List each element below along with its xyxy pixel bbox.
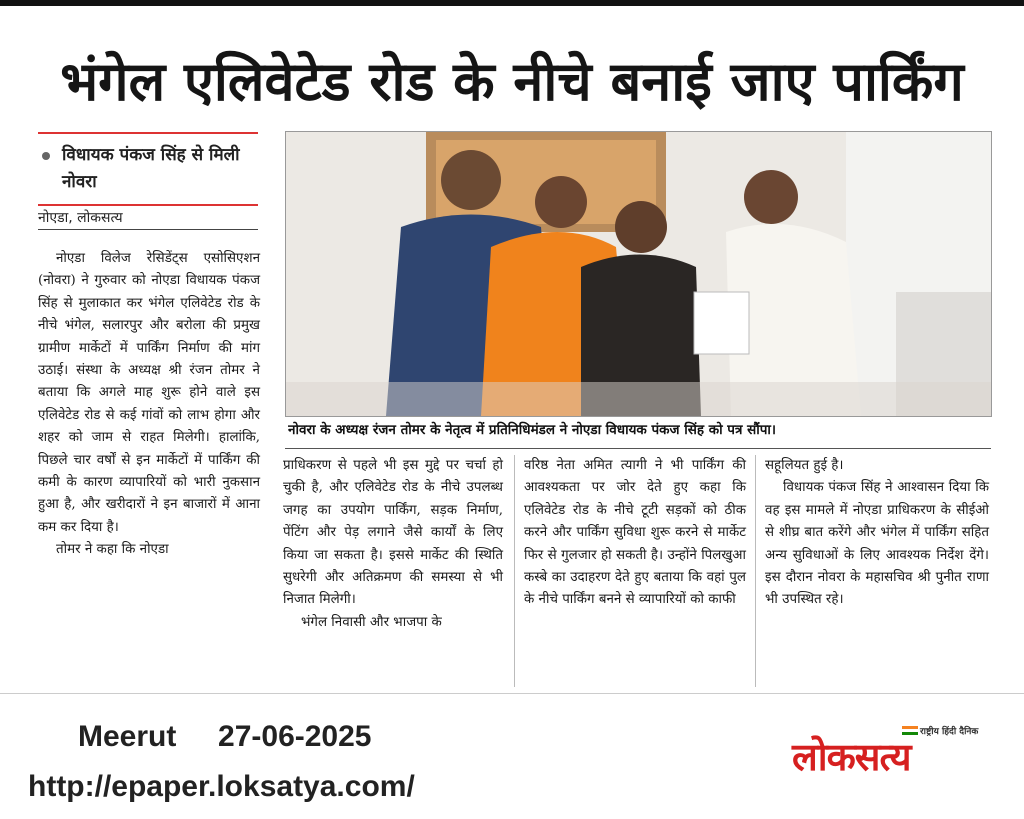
dateline-rule xyxy=(38,229,258,230)
epaper-url[interactable]: http://epaper.loksatya.com/ xyxy=(28,770,415,803)
newspaper-logo xyxy=(792,722,1002,790)
column-divider xyxy=(755,455,756,687)
photo-caption: नोवरा के अध्यक्ष रंजन तोमर के नेतृत्व में प्रतिनिधिमंडल ने नोएडा विधायक पंकज सिंह को पत्र सौंपा। xyxy=(288,422,777,438)
headline: भंगेल एलिवेटेड रोड के नीचे बनाई जाए पार्किंग xyxy=(60,50,964,113)
column-divider xyxy=(514,455,515,687)
dateline: नोएडा, लोकसत्य xyxy=(38,210,123,226)
article-column-2 xyxy=(283,455,503,634)
news-photo xyxy=(285,131,992,417)
paragraph: विधायक पंकज सिंह ने आश्वासन दिया कि वह इस मामले में नोएडा प्राधिकरण के सीईओ से शीघ्र बात करेंगे और भंगेल में पार्किंग सहित अन्य सुविधाओं के लिए आवश्यक निर्देश देंगे। इस दौरान नोवरा के महासचिव श्री पुनीत राणा भी उपस्थित रहे। xyxy=(765,480,989,608)
subhead-box xyxy=(38,132,258,206)
logo-name: लोकसत्य xyxy=(792,735,911,779)
article-column-1 xyxy=(38,248,260,562)
footer-rule xyxy=(0,693,1024,694)
edition-date: Meerut 27-06-2025 xyxy=(78,720,372,753)
paragraph: नोएडा विलेज रेसिडेंट्स एसोसिएशन (नोवरा) ने गुरुवार को नोएडा विधायक पंकज सिंह से मुलाकात कर भंगेल एलिवेटेड रोड के नीचे भंगेल, सलारपुर और बरोला की प्रमुख ग्रामीण मार्केटों में पार्किंग निर्माण की मांग उठाई। संस्था के अध्यक्ष श्री रंजन तोमर ने बताया कि अगले माह शुरू होने वाले इस एलिवेटेड रोड से कई गांवों को लाभ होगा और शहर को जाम से राहत मिलेगी। हालांकि, पिछले चार वर्षों से इन मार्केटों में पार्किंग की कमी के कारण व्यापारियों को भारी नुकसान हुआ है, और खरीदारों ने इन बाजारों में आना कम कर दिया है। xyxy=(38,251,260,535)
paragraph: भंगेल निवासी और भाजपा के xyxy=(301,614,442,630)
article-column-4 xyxy=(765,455,989,612)
paragraph: सहूलियत हुई है। xyxy=(765,458,844,473)
top-border xyxy=(0,0,1024,6)
article-column-3 xyxy=(524,455,746,612)
subhead: विधायक पंकज सिंह से मिली नोवरा xyxy=(62,145,240,192)
paragraph: प्राधिकरण से पहले भी इस मुद्दे पर चर्चा हो चुकी है, और एलिवेटेड रोड के नीचे उपलब्ध जगह का उपयोग पार्किंग, सड़क निर्माण, पेंटिंग और पेड़ लगाने जैसे कार्यों के लिए किया जा सकता है। इससे मार्केट की स्थिति सुधरेगी और अतिक्रमण की समस्या से भी निजात मिलेगी। xyxy=(283,458,503,608)
paragraph: तोमर ने कहा कि नोएडा xyxy=(56,542,169,558)
paragraph: वरिष्ठ नेता अमित त्यागी ने भी पार्किंग की आवश्यकता पर जोर देते हुए कहा कि एलिवेटेड रोड के नीचे टूटी सड़कों को ठीक करने और पार्किंग सुविधा शुरू करने से मार्केट फिर से गुलजार हो सकती है। उन्होंने पिलखुआ कस्बे का उदाहरण देते हुए बताया कि वहां पुल के नीचे पार्किंग बनने से व्यापारियों को काफी xyxy=(524,458,746,608)
caption-rule xyxy=(285,448,991,449)
photo-illustration xyxy=(286,132,991,416)
bullet-icon xyxy=(42,152,50,160)
logo-tagline: राष्ट्रीय हिंदी दैनिक xyxy=(920,727,979,737)
